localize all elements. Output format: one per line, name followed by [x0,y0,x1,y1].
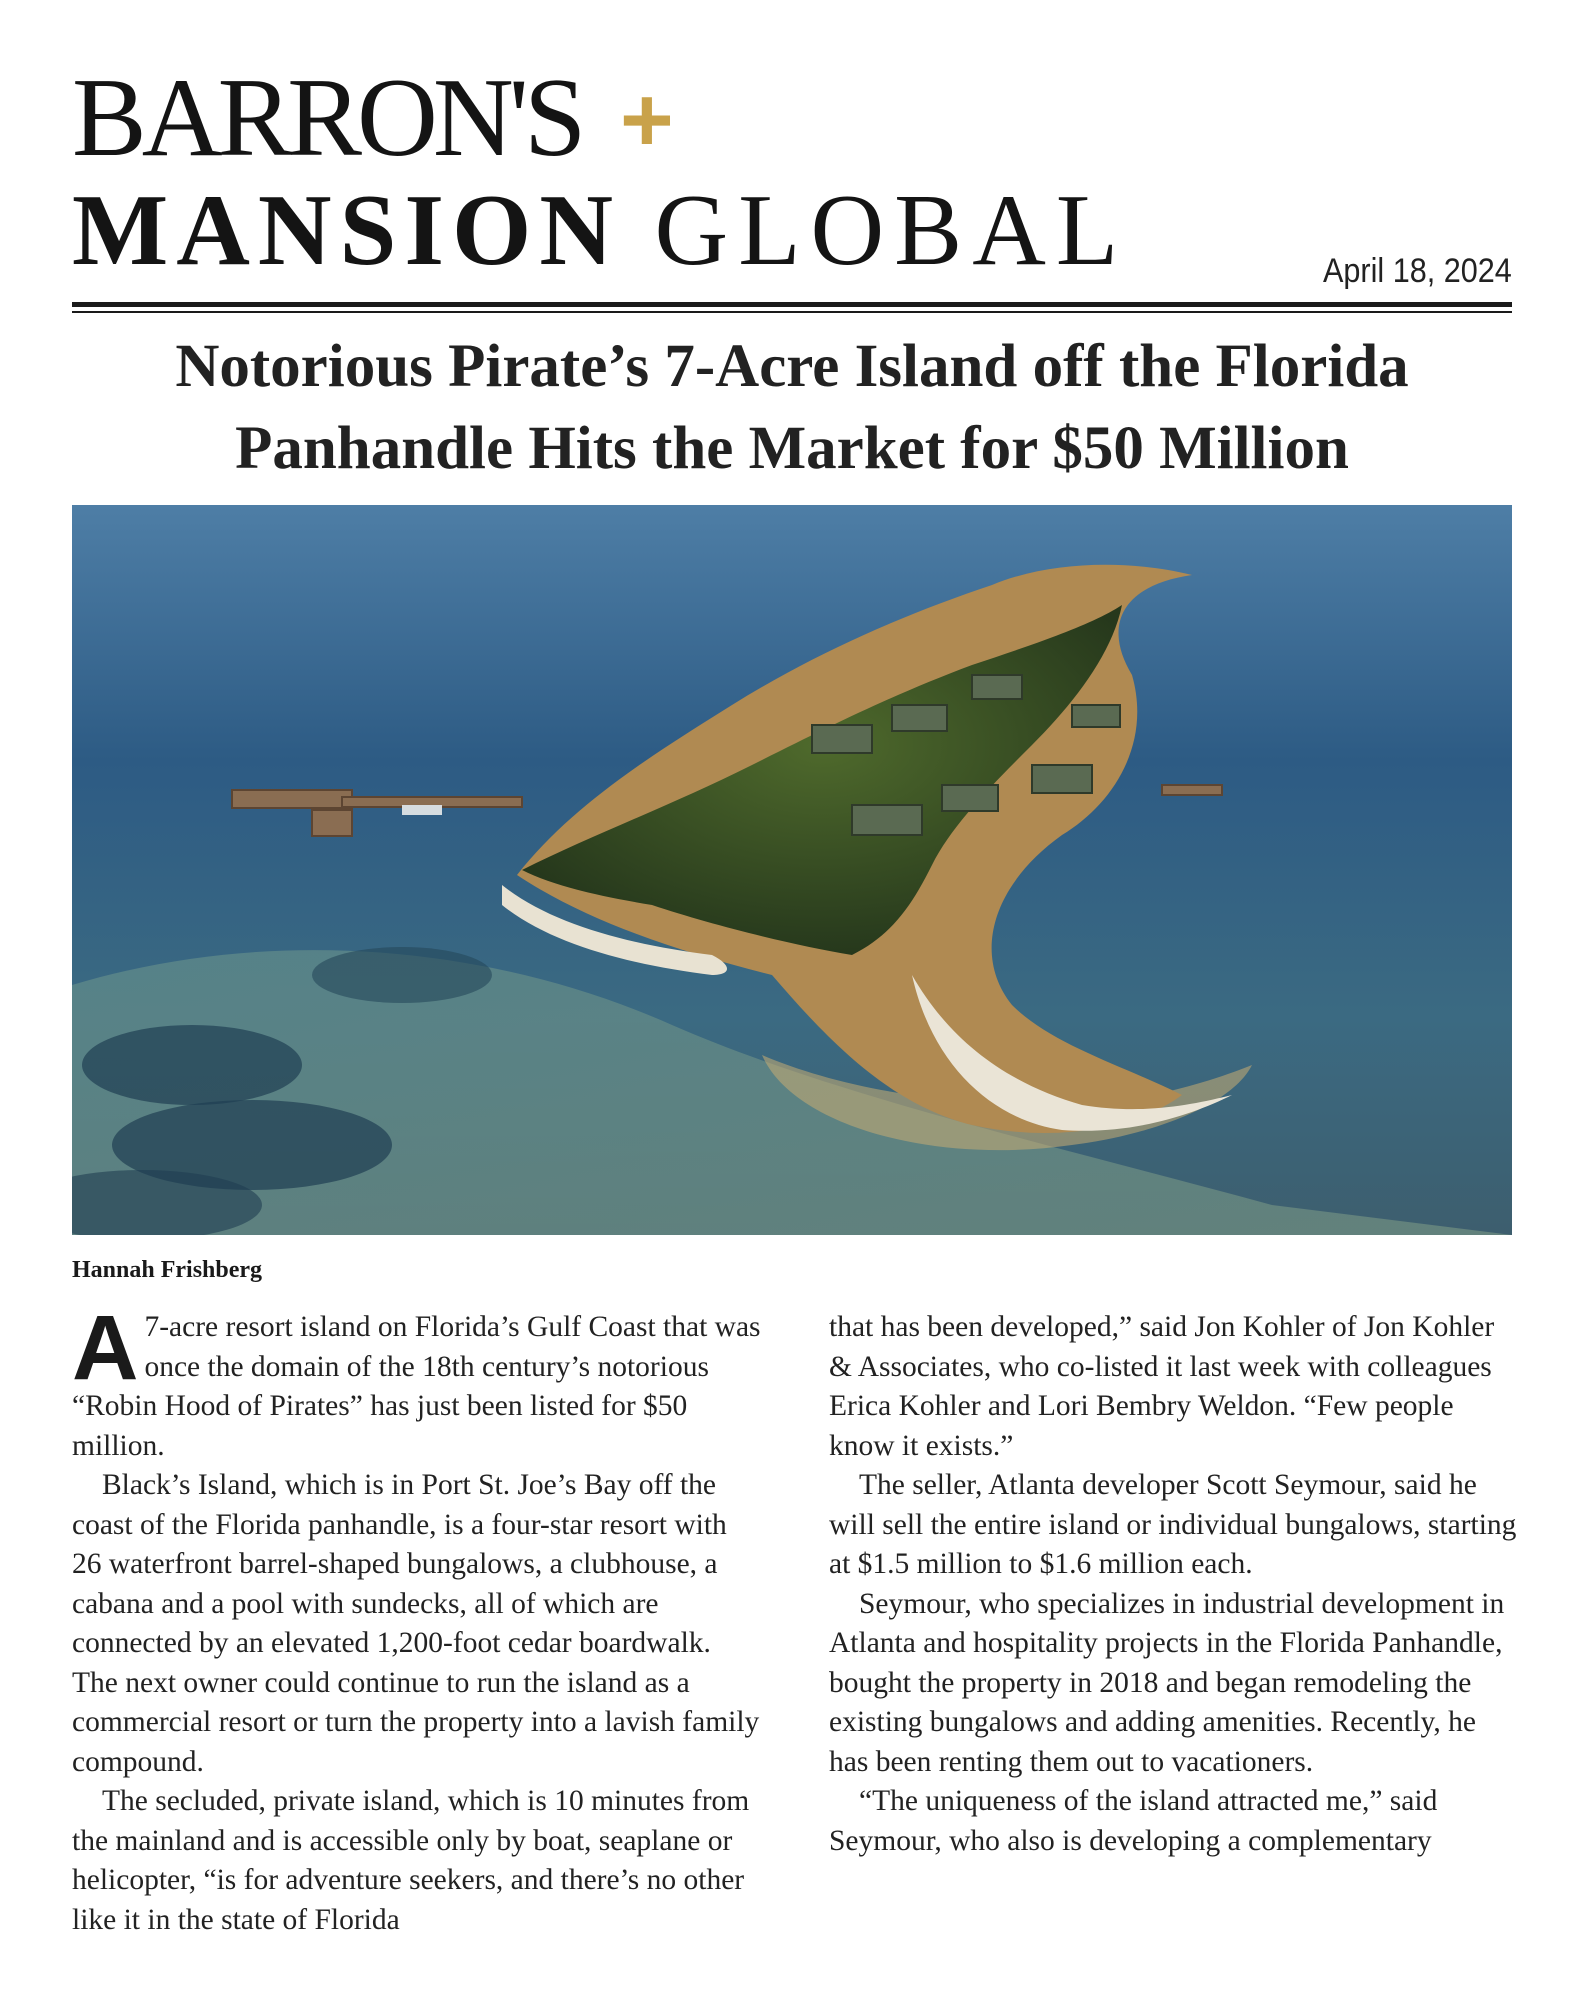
paragraph: Black’s Island, which is in Port St. Joe’s Bay off the coast of the Florida panhandle, is a four-star resort with 26 waterfront barrel-shaped bungalows, a clubhouse, a cabana and a pool with sundecks, all of which are connected by an elevated 1,200-foot cedar boardwalk. The next owner could continue to run the island as a commercial resort or turn the property into a lavish family compound. [72,1469,760,1778]
paragraph-text: 7-acre resort island on Florida’s Gulf Coast that was once the domain of the 18th century’s notorious “Robin Hood of Pirates” has just been listed for $50 million. [72,1311,761,1462]
brand-barrons: BARRON'S [72,56,582,180]
masthead-rule-thin [72,311,1512,313]
brand-mansion: MANSION [72,174,622,287]
paragraph: The secluded, private island, which is 10 minutes from the mainland and is accessible only by boat, seaplane or helicopter, “is for adventure seekers, and there’s no other like it in the state of Florida [72,1785,750,1936]
article-column-right [829,1308,1519,1861]
publication-date: April 18, 2024 [1323,252,1512,290]
brand-global: GLOBAL [654,174,1129,287]
paragraph [72,1297,762,1466]
paragraph: The seller, Atlanta developer Scott Seymour, said he will sell the entire island or individual bungalows, starting at $1.5 million to $1.6 million each. [829,1469,1517,1580]
paragraph: “The uniqueness of the island attracted me,” said Seymour, who also is developing a complementary [829,1785,1438,1857]
headline-line-2: Panhandle Hits the Market for $50 Million [235,415,1349,482]
brand-plus-sign: + [620,69,674,171]
article-headline [72,326,1512,490]
masthead [72,56,1512,290]
headline-line-1: Notorious Pirate’s 7-Acre Island off the Florida [175,333,1409,400]
masthead-rule-thick [72,302,1512,307]
drop-cap: A [72,1297,139,1399]
paragraph: that has been developed,” said Jon Kohler of Jon Kohler & Associates, who co-listed it last week with colleagues Erica Kohler and Lori Bembry Weldon. “Few people know it exists.” [829,1311,1495,1462]
article-column-left [72,1297,762,1940]
brand-mansion-global [72,174,1129,287]
byline: Hannah Frishberg [72,1257,263,1283]
island-aerial-photo [72,505,1512,1235]
paragraph: Seymour, who specializes in industrial development in Atlanta and hospitality projects in the Florida Panhandle, bought the property in 2018 and began remodeling the existing bungalows and adding amenities. Recently, he has been renting them out to vacationers. [829,1587,1505,1778]
